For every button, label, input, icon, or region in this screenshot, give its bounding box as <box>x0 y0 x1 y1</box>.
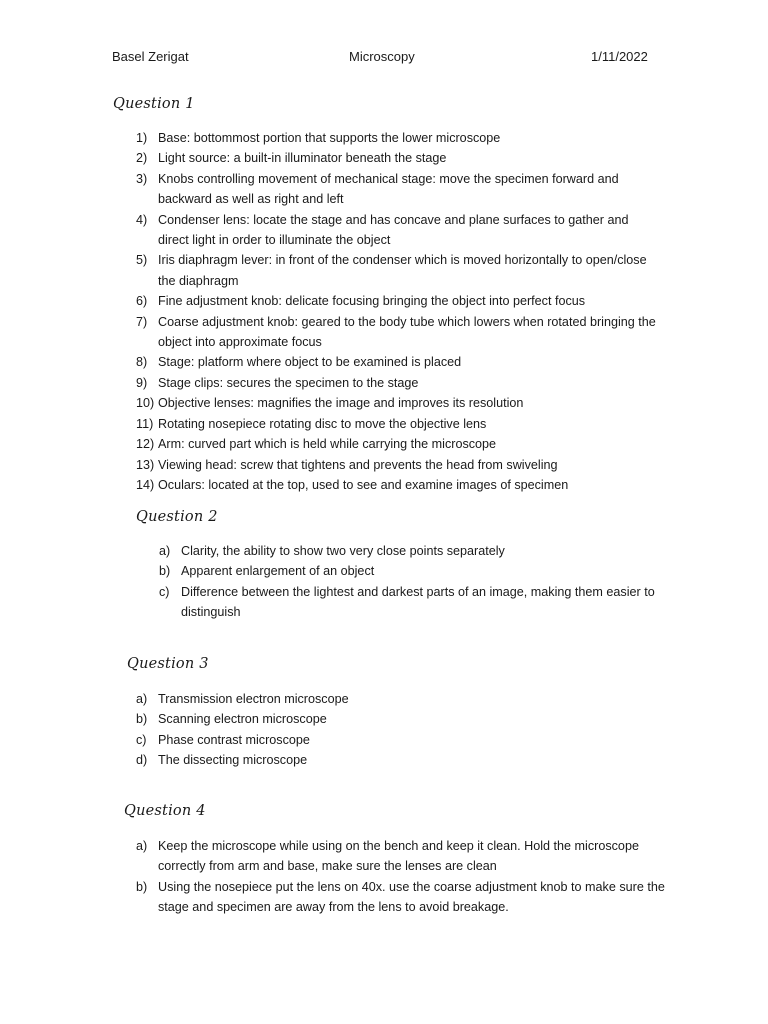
item-number: 13) <box>136 457 155 472</box>
item-number: 11) <box>136 416 154 431</box>
item-number: 9) <box>136 375 148 390</box>
item-letter: c) <box>136 732 147 747</box>
item-text: Rotating nosepiece rotating disc to move the objective lens <box>158 416 487 431</box>
item-letter: a) <box>136 839 148 853</box>
item-letter: b) <box>159 564 171 579</box>
list-item <box>136 352 656 372</box>
question-3-answers <box>136 689 636 771</box>
item-text: Viewing head: screw that tightens and prevents the head from swiveling <box>158 457 558 472</box>
list-item <box>136 250 656 291</box>
item-text: Objective lenses: magnifies the image and improves its resolution <box>158 396 524 411</box>
item-text: Iris diaphragm lever: in front of the condenser which is moved horizontally to open/close the diaphragm <box>158 253 647 288</box>
question-4-answers <box>136 836 666 918</box>
item-letter: a) <box>159 544 171 558</box>
item-text: Condenser lens: locate the stage and has concave and plane surfaces to gather and direct light in order to illuminate the object <box>158 212 629 248</box>
item-text: Stage clips: secures the specimen to the stage <box>158 375 419 390</box>
document-date: 1/11/2022 <box>591 49 648 64</box>
list-item <box>136 291 656 311</box>
list-item <box>136 689 636 709</box>
item-letter: d) <box>136 753 148 768</box>
list-item <box>136 128 656 148</box>
list-item <box>136 750 636 770</box>
item-number: 2) <box>136 151 148 166</box>
list-item <box>136 373 656 393</box>
item-letter: a) <box>136 692 148 706</box>
document-title: Microscopy <box>349 49 415 64</box>
item-text: Phase contrast microscope <box>158 732 310 747</box>
author-name: Basel Zerigat <box>112 49 189 64</box>
question-3-heading: Question 3 <box>127 656 209 672</box>
item-number: 12) <box>136 437 155 452</box>
list-item <box>136 434 656 454</box>
item-text: Scanning electron microscope <box>158 712 327 727</box>
item-text: Difference between the lightest and darkest parts of an image, making them easier to distinguish <box>181 584 655 620</box>
question-2-answers <box>159 541 659 623</box>
list-item <box>136 312 656 353</box>
list-item <box>136 475 656 495</box>
item-text: Using the nosepiece put the lens on 40x. use the coarse adjustment knob to make sure the stage and specimen are away from the lens to avoid breakage. <box>158 879 665 915</box>
list-item <box>136 455 656 475</box>
question-1-answers <box>136 128 656 495</box>
item-text: The dissecting microscope <box>158 753 308 768</box>
item-number: 1) <box>136 131 148 145</box>
item-text: Keep the microscope while using on the bench and keep it clean. Hold the microscope correctly from arm and base, make sure the lenses are clean <box>158 839 639 874</box>
item-letter: b) <box>136 879 148 894</box>
list-item <box>136 393 656 413</box>
item-text: Base: bottommost portion that supports the lower microscope <box>158 131 501 145</box>
list-item <box>136 414 656 434</box>
item-text: Light source: a built-in illuminator beneath the stage <box>158 151 447 166</box>
item-letter: c) <box>159 584 170 599</box>
item-text: Clarity, the ability to show two very close points separately <box>181 544 505 558</box>
item-number: 3) <box>136 171 148 186</box>
item-text: Arm: curved part which is held while carrying the microscope <box>158 437 497 452</box>
item-text: Oculars: located at the top, used to see and examine images of specimen <box>158 477 569 492</box>
item-number: 8) <box>136 355 148 370</box>
item-number: 5) <box>136 253 148 268</box>
list-item <box>159 541 659 561</box>
item-text: Apparent enlargement of an object <box>181 564 375 579</box>
list-item <box>136 709 636 729</box>
item-text: Knobs controlling movement of mechanical stage: move the specimen forward and backward as well as right and left <box>158 171 619 207</box>
question-2-heading: Question 2 <box>136 509 218 525</box>
item-text: Coarse adjustment knob: geared to the body tube which lowers when rotated bringing the object into approximate focus <box>158 314 656 350</box>
item-text: Transmission electron microscope <box>158 692 349 706</box>
item-number: 10) <box>136 396 155 411</box>
item-number: 14) <box>136 477 155 492</box>
item-letter: b) <box>136 712 148 727</box>
item-number: 7) <box>136 314 148 329</box>
question-4-heading: Question 4 <box>124 803 206 819</box>
list-item <box>159 582 659 623</box>
question-1-heading: Question 1 <box>113 96 195 112</box>
item-number: 6) <box>136 294 148 309</box>
list-item <box>136 836 666 877</box>
list-item <box>159 561 659 581</box>
item-text: Stage: platform where object to be examined is placed <box>158 355 462 370</box>
list-item <box>136 877 666 918</box>
list-item <box>136 148 656 168</box>
item-number: 4) <box>136 212 148 227</box>
list-item <box>136 169 656 210</box>
list-item <box>136 210 656 251</box>
item-text: Fine adjustment knob: delicate focusing bringing the object into perfect focus <box>158 294 586 309</box>
list-item <box>136 730 636 750</box>
